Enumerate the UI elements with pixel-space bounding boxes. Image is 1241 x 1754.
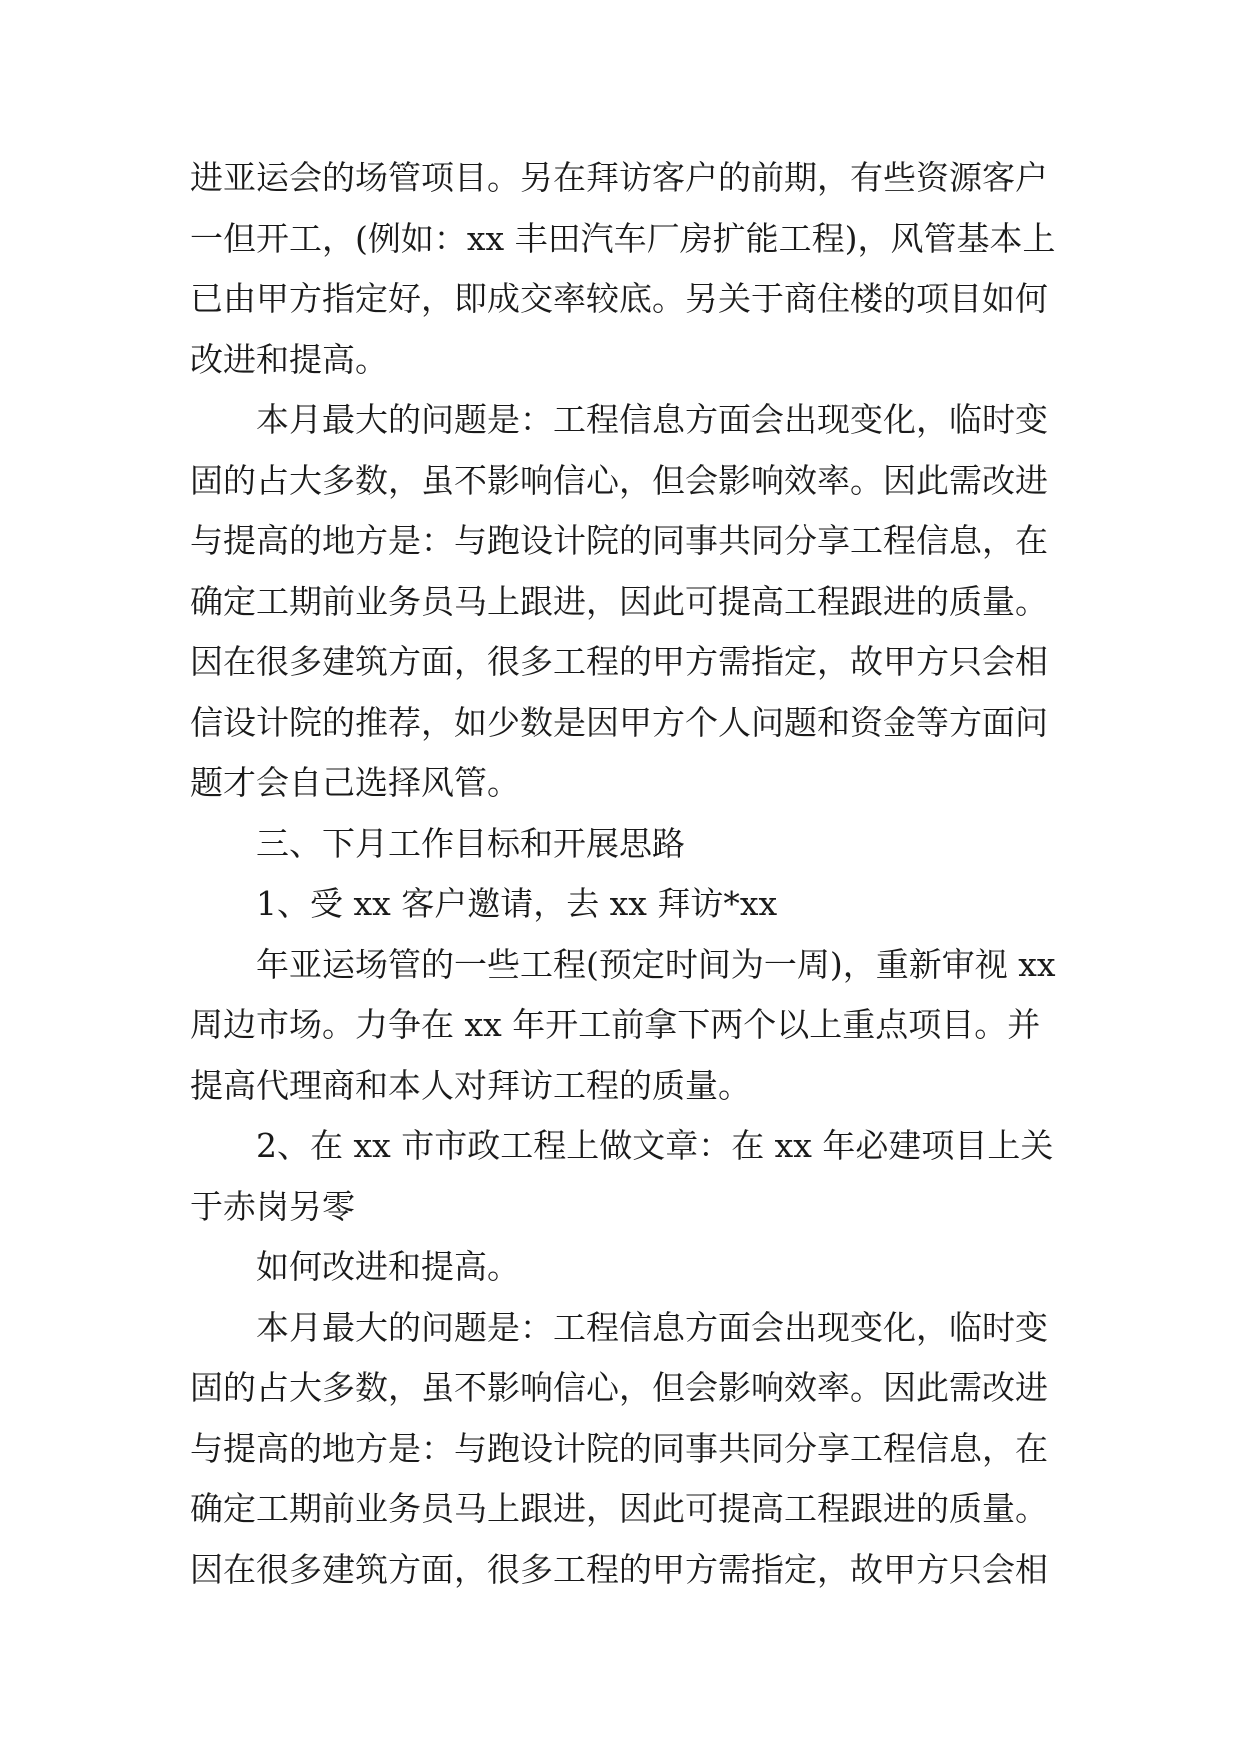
- text-line: 本月最大的问题是：工程信息方面会出现变化，临时变: [256, 1307, 1048, 1347]
- text-line: 提高代理商和本人对拜访工程的质量。: [190, 1065, 751, 1105]
- text-line: 确定工期前业务员马上跟进，因此可提高工程跟进的质量。: [190, 1489, 1048, 1528]
- text-line: 信设计院的推荐，如少数是因甲方个人问题和资金等方面问: [190, 702, 1048, 742]
- text-line: 年亚运场管的一些工程(预定时间为一周)，重新审视 xx: [256, 944, 1056, 984]
- text-line: 与提高的地方是：与跑设计院的同事共同分享工程信息，在: [190, 1428, 1048, 1468]
- text-line: 因在很多建筑方面，很多工程的甲方需指定，故甲方只会相: [190, 642, 1048, 681]
- text-line: 1、受 xx 客户邀请，去 xx 拜访*xx: [256, 884, 778, 923]
- text-line: 固的占大多数，虽不影响信心，但会影响效率。因此需改进: [190, 1368, 1048, 1407]
- text-line: 进亚运会的场管项目。另在拜访客户的前期，有些资源客户: [190, 158, 1048, 197]
- text-line: 2、在 xx 市市政工程上做文章：在 xx 年必建项目上关: [256, 1126, 1054, 1165]
- text-line: 周边市场。力争在 xx 年开工前拿下两个以上重点项目。并: [190, 1005, 1041, 1044]
- text-line: 本月最大的问题是：工程信息方面会出现变化，临时变: [256, 400, 1048, 439]
- text-line: 一但开工，(例如：xx 丰田汽车厂房扩能工程)，风管基本上: [190, 218, 1056, 258]
- text-line: 与提高的地方是：与跑设计院的同事共同分享工程信息，在: [190, 521, 1048, 560]
- text-line: 题才会自己选择风管。: [190, 763, 520, 802]
- text-line: 确定工期前业务员马上跟进，因此可提高工程跟进的质量。: [190, 581, 1048, 621]
- text-line: 改进和提高。: [190, 339, 388, 379]
- text-line: 因在很多建筑方面，很多工程的甲方需指定，故甲方只会相: [190, 1549, 1048, 1589]
- text-line: 如何改进和提高。: [256, 1247, 520, 1286]
- text-line: 三、下月工作目标和开展思路: [256, 823, 685, 863]
- document-body: [190, 148, 1080, 1600]
- text-line: 固的占大多数，虽不影响信心，但会影响效率。因此需改进: [190, 460, 1048, 500]
- text-line: 已由甲方指定好，即成交率较底。另关于商住楼的项目如何: [190, 279, 1048, 318]
- text-line: 于赤岗另零: [190, 1186, 355, 1226]
